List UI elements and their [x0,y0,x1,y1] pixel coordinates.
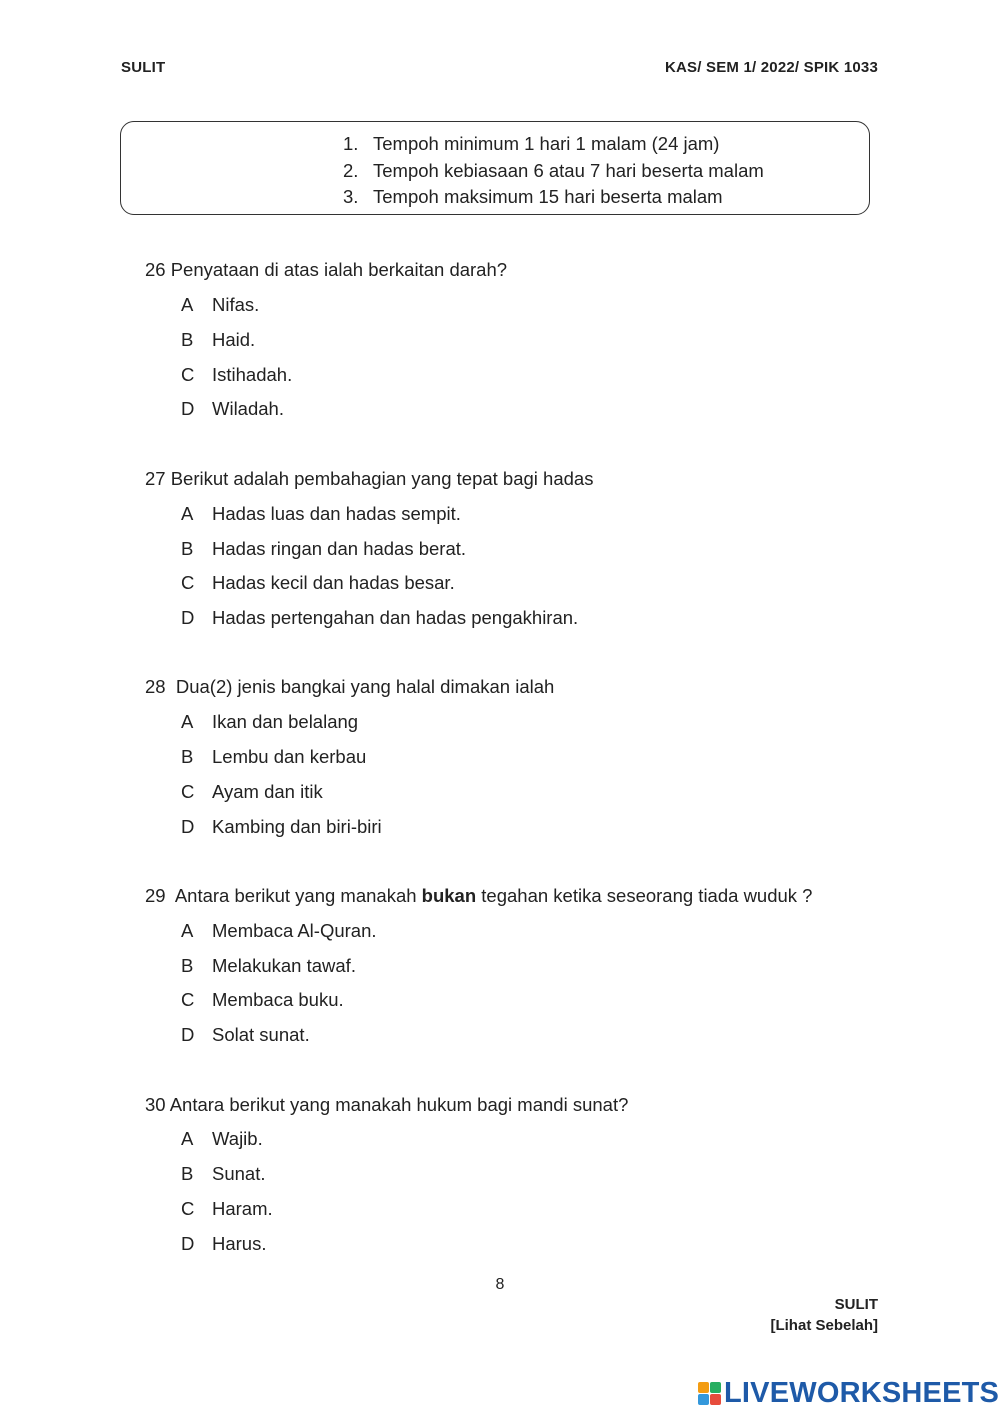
option-letter: A [181,503,194,524]
option-28-c[interactable] [181,781,323,803]
info-line-text: Tempoh maksimum 15 hari beserta malam [373,186,723,207]
option-26-d[interactable] [181,398,284,420]
question-number: 28 [145,676,166,697]
liveworksheets-logo-icon [698,1382,720,1404]
option-text: Nifas. [212,294,260,315]
option-text: Membaca buku. [212,989,344,1010]
option-29-d[interactable] [181,1024,310,1046]
liveworksheets-watermark [698,1377,999,1409]
question-28 [145,676,554,698]
question-text: Berikut adalah pembahagian yang tepat bagi hadas [170,468,594,489]
option-text: Hadas ringan dan hadas berat. [212,538,467,559]
option-text: Hadas pertengahan dan hadas pengakhiran. [212,607,579,628]
option-letter: A [181,294,194,315]
option-letter: B [181,329,194,350]
option-text: Solat sunat. [212,1024,310,1045]
option-28-b[interactable] [181,746,366,768]
option-text: Haram. [212,1198,273,1219]
question-27 [145,468,593,490]
info-line-text: Tempoh minimum 1 hari 1 malam (24 jam) [373,133,720,154]
question-text-before: Antara berikut yang manakah [174,885,422,906]
info-line-text: Tempoh kebiasaan 6 atau 7 hari beserta malam [373,160,764,181]
option-letter: D [181,1024,195,1045]
option-letter: A [181,1128,194,1149]
option-26-c[interactable] [181,364,292,386]
question-26 [145,259,507,281]
watermark-text: LIVEWORKSHEETS [724,1376,1000,1409]
option-letter: D [181,398,195,419]
option-letter: B [181,1163,194,1184]
option-29-b[interactable] [181,955,356,977]
info-box [120,121,870,215]
question-text-bold: bukan [421,885,477,906]
page-number: 8 [495,1276,505,1293]
info-line [343,133,719,155]
option-letter: C [181,364,195,385]
option-text: Melakukan tawaf. [212,955,356,976]
option-27-d[interactable] [181,607,578,629]
option-text: Harus. [212,1233,267,1254]
question-text: Penyataan di atas ialah berkaitan darah? [170,259,508,280]
option-letter: A [181,711,194,732]
question-30 [145,1094,628,1116]
option-text: Kambing dan biri-biri [212,816,382,837]
question-number: 26 [145,259,166,280]
option-text: Hadas kecil dan hadas besar. [212,572,455,593]
footer-note: [Lihat Sebelah] [770,1317,878,1334]
option-28-d[interactable] [181,816,382,838]
option-29-c[interactable] [181,989,344,1011]
option-text: Ayam dan itik [212,781,323,802]
info-line-number: 3. [343,186,359,207]
info-line [343,186,723,208]
option-letter: B [181,746,194,767]
option-text: Lembu dan kerbau [212,746,367,767]
option-letter: A [181,920,194,941]
question-number: 29 [145,885,166,906]
option-26-b[interactable] [181,329,255,351]
option-text: Istihadah. [212,364,293,385]
option-30-c[interactable] [181,1198,273,1220]
header-course-code: KAS/ SEM 1/ 2022/ SPIK 1033 [664,59,878,76]
info-line-number: 1. [343,133,359,154]
option-letter: B [181,955,194,976]
header-left-label: SULIT [121,59,166,76]
option-27-c[interactable] [181,572,455,594]
question-29 [145,885,812,907]
option-26-a[interactable] [181,294,259,316]
info-line-number: 2. [343,160,359,181]
info-line [343,160,764,182]
option-27-b[interactable] [181,538,466,560]
option-30-b[interactable] [181,1163,266,1185]
option-text: Wajib. [212,1128,263,1149]
option-letter: D [181,816,195,837]
option-letter: C [181,989,195,1010]
option-letter: D [181,607,195,628]
option-28-a[interactable] [181,711,358,733]
option-text: Membaca Al-Quran. [212,920,377,941]
option-letter: C [181,781,195,802]
option-letter: C [181,572,195,593]
option-letter: C [181,1198,195,1219]
question-text-after: tegahan ketika seseorang tiada wuduk ? [476,885,813,906]
option-30-a[interactable] [181,1128,263,1150]
footer-label: SULIT [834,1296,878,1313]
option-text: Ikan dan belalang [212,711,359,732]
option-29-a[interactable] [181,920,377,942]
question-number: 27 [145,468,166,489]
option-27-a[interactable] [181,503,461,525]
option-letter: D [181,1233,195,1254]
question-number: 30 [145,1094,166,1115]
option-letter: B [181,538,194,559]
question-text: Dua(2) jenis bangkai yang halal dimakan ialah [175,676,555,697]
option-text: Haid. [212,329,256,350]
question-text: Antara berikut yang manakah hukum bagi mandi sunat? [169,1094,629,1115]
option-text: Wiladah. [212,398,284,419]
option-text: Hadas luas dan hadas sempit. [212,503,461,524]
option-text: Sunat. [212,1163,266,1184]
option-30-d[interactable] [181,1233,267,1255]
